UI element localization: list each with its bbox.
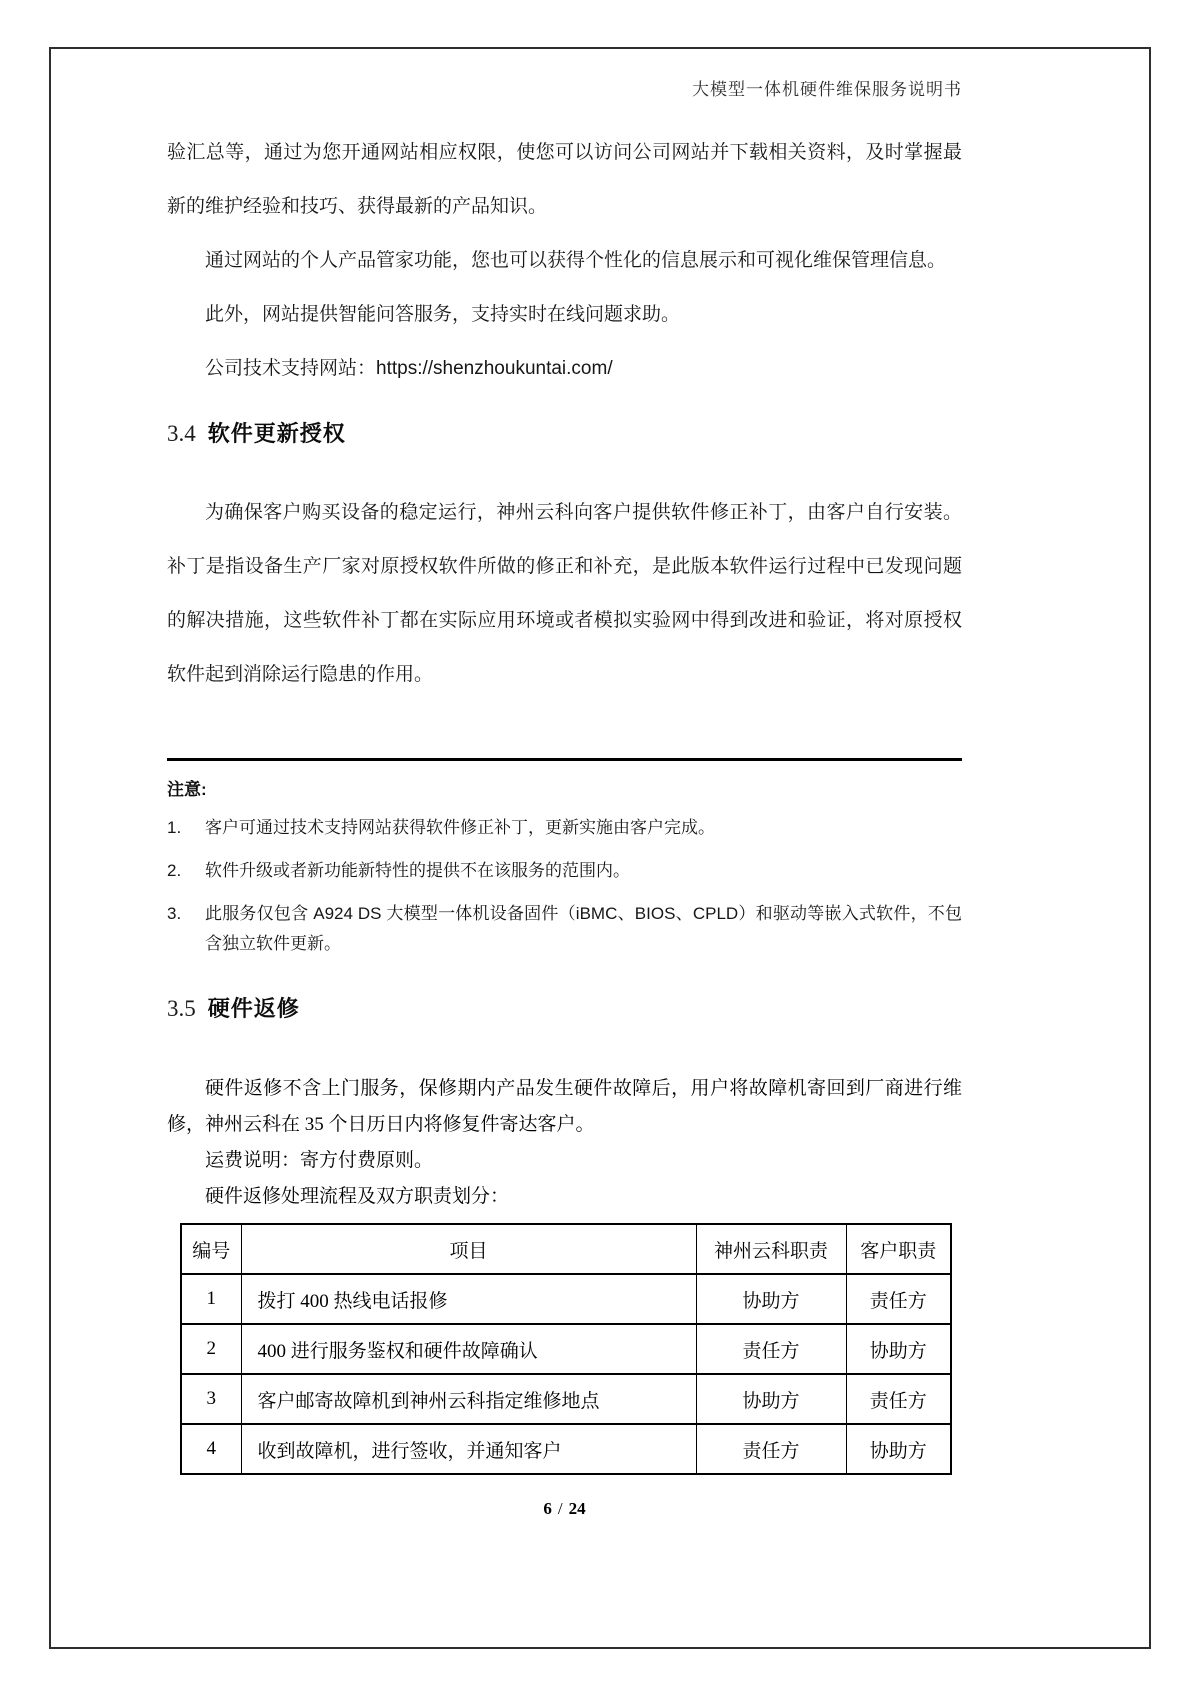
section-title: 软件更新授权 xyxy=(207,421,346,446)
table-cell: 协助方 xyxy=(696,1374,846,1424)
document-header-title: 大模型一体机硬件维保服务说明书 xyxy=(692,80,962,99)
table-cell: 2 xyxy=(181,1324,241,1374)
page-border xyxy=(49,47,1151,1649)
paragraph-smart-qa: 此外，网站提供智能问答服务，支持实时在线问题求助。 xyxy=(205,304,681,325)
table-cell: 责任方 xyxy=(696,1424,846,1474)
support-website-label: 公司技术支持网站： xyxy=(205,358,377,379)
table-row xyxy=(181,1274,951,1324)
note-text: 此服务仅包含 A924 DS 大模型一体机设备固件（iBMC、BIOS、CPLD）和驱动等嵌入式软件，不包含独立软件更新。 xyxy=(205,904,962,953)
table-cell: 协助方 xyxy=(696,1274,846,1324)
table-header-cell: 神州云科职责 xyxy=(696,1224,846,1274)
note-label: 注意: xyxy=(167,780,207,799)
section-heading-3-4 xyxy=(167,418,962,450)
note-number: 3. xyxy=(167,904,182,923)
table-cell: 1 xyxy=(181,1274,241,1324)
table-cell: 责任方 xyxy=(846,1374,951,1424)
paragraph-product-manager: 通过网站的个人产品管家功能，您也可以获得个性化的信息展示和可视化维保管理信息。 xyxy=(205,250,947,271)
table-row xyxy=(181,1324,951,1374)
paragraph-return-policy: 硬件返修不含上门服务，保修期内产品发生硬件故障后，用户将故障机寄回到厂商进行维修，神州云科在 35 个日历日内将修复件寄达客户。 xyxy=(167,1078,962,1135)
section-title: 硬件返修 xyxy=(207,996,300,1021)
note-item xyxy=(167,899,962,959)
table-header-cell: 编号 xyxy=(181,1224,241,1274)
support-website-url[interactable]: https://shenzhoukuntai.com/ xyxy=(376,358,613,379)
paragraph-support-website xyxy=(167,342,962,396)
paragraph-software-update: 为确保客户购买设备的稳定运行，神州云科向客户提供软件修正补丁，由客户自行安装。补丁是指设备生产厂家对原授权软件所做的修正和补充，是此版本软件运行过程中已发现问题的解决措施，这些软件补丁都在实际应用环境或者模拟实验网中得到改进和验证，将对原授权软件起到消除运行隐患的作用。 xyxy=(167,502,962,685)
table-cell: 拨打 400 热线电话报修 xyxy=(241,1274,696,1324)
table-cell: 协助方 xyxy=(846,1424,951,1474)
section-number: 3.5 xyxy=(167,996,196,1021)
paragraph-process-intro: 硬件返修处理流程及双方职责划分： xyxy=(205,1186,510,1207)
page-content xyxy=(51,49,1149,1519)
page-footer xyxy=(167,1499,962,1519)
hardware-return-block xyxy=(167,1071,962,1475)
table-cell: 4 xyxy=(181,1424,241,1474)
repair-table-head-row xyxy=(181,1224,951,1274)
current-page-number: 6 xyxy=(543,1499,552,1518)
table-header-cell: 客户职责 xyxy=(846,1224,951,1274)
table-header-cell: 项目 xyxy=(241,1224,696,1274)
section-number: 3.4 xyxy=(167,421,196,446)
note-text: 软件升级或者新功能新特性的提供不在该服务的范围内。 xyxy=(205,861,630,880)
note-divider xyxy=(167,758,962,761)
note-list xyxy=(167,813,962,959)
section-heading-3-5 xyxy=(167,993,962,1025)
note-number: 2. xyxy=(167,861,182,880)
repair-table-body xyxy=(181,1274,951,1474)
table-cell: 3 xyxy=(181,1374,241,1424)
table-cell: 收到故障机，进行签收，并通知客户 xyxy=(241,1424,696,1474)
note-item xyxy=(167,856,962,886)
table-cell: 责任方 xyxy=(696,1324,846,1374)
paragraph-shipping-fee: 运费说明：寄方付费原则。 xyxy=(205,1150,434,1171)
note-item xyxy=(167,813,962,843)
table-cell: 协助方 xyxy=(846,1324,951,1374)
page-separator: / xyxy=(557,1499,563,1518)
table-cell: 400 进行服务鉴权和硬件故障确认 xyxy=(241,1324,696,1374)
note-text: 客户可通过技术支持网站获得软件修正补丁，更新实施由客户完成。 xyxy=(205,818,715,837)
paragraph-website-access: 验汇总等，通过为您开通网站相应权限，使您可以访问公司网站并下载相关资料，及时掌握最新的维护经验和技巧、获得最新的产品知识。 xyxy=(167,142,962,217)
repair-process-table xyxy=(180,1223,952,1475)
table-cell: 客户邮寄故障机到神州云科指定维修地点 xyxy=(241,1374,696,1424)
total-page-number: 24 xyxy=(568,1499,586,1518)
note-number: 1. xyxy=(167,818,182,837)
table-cell: 责任方 xyxy=(846,1274,951,1324)
table-row xyxy=(181,1424,951,1474)
table-row xyxy=(181,1374,951,1424)
